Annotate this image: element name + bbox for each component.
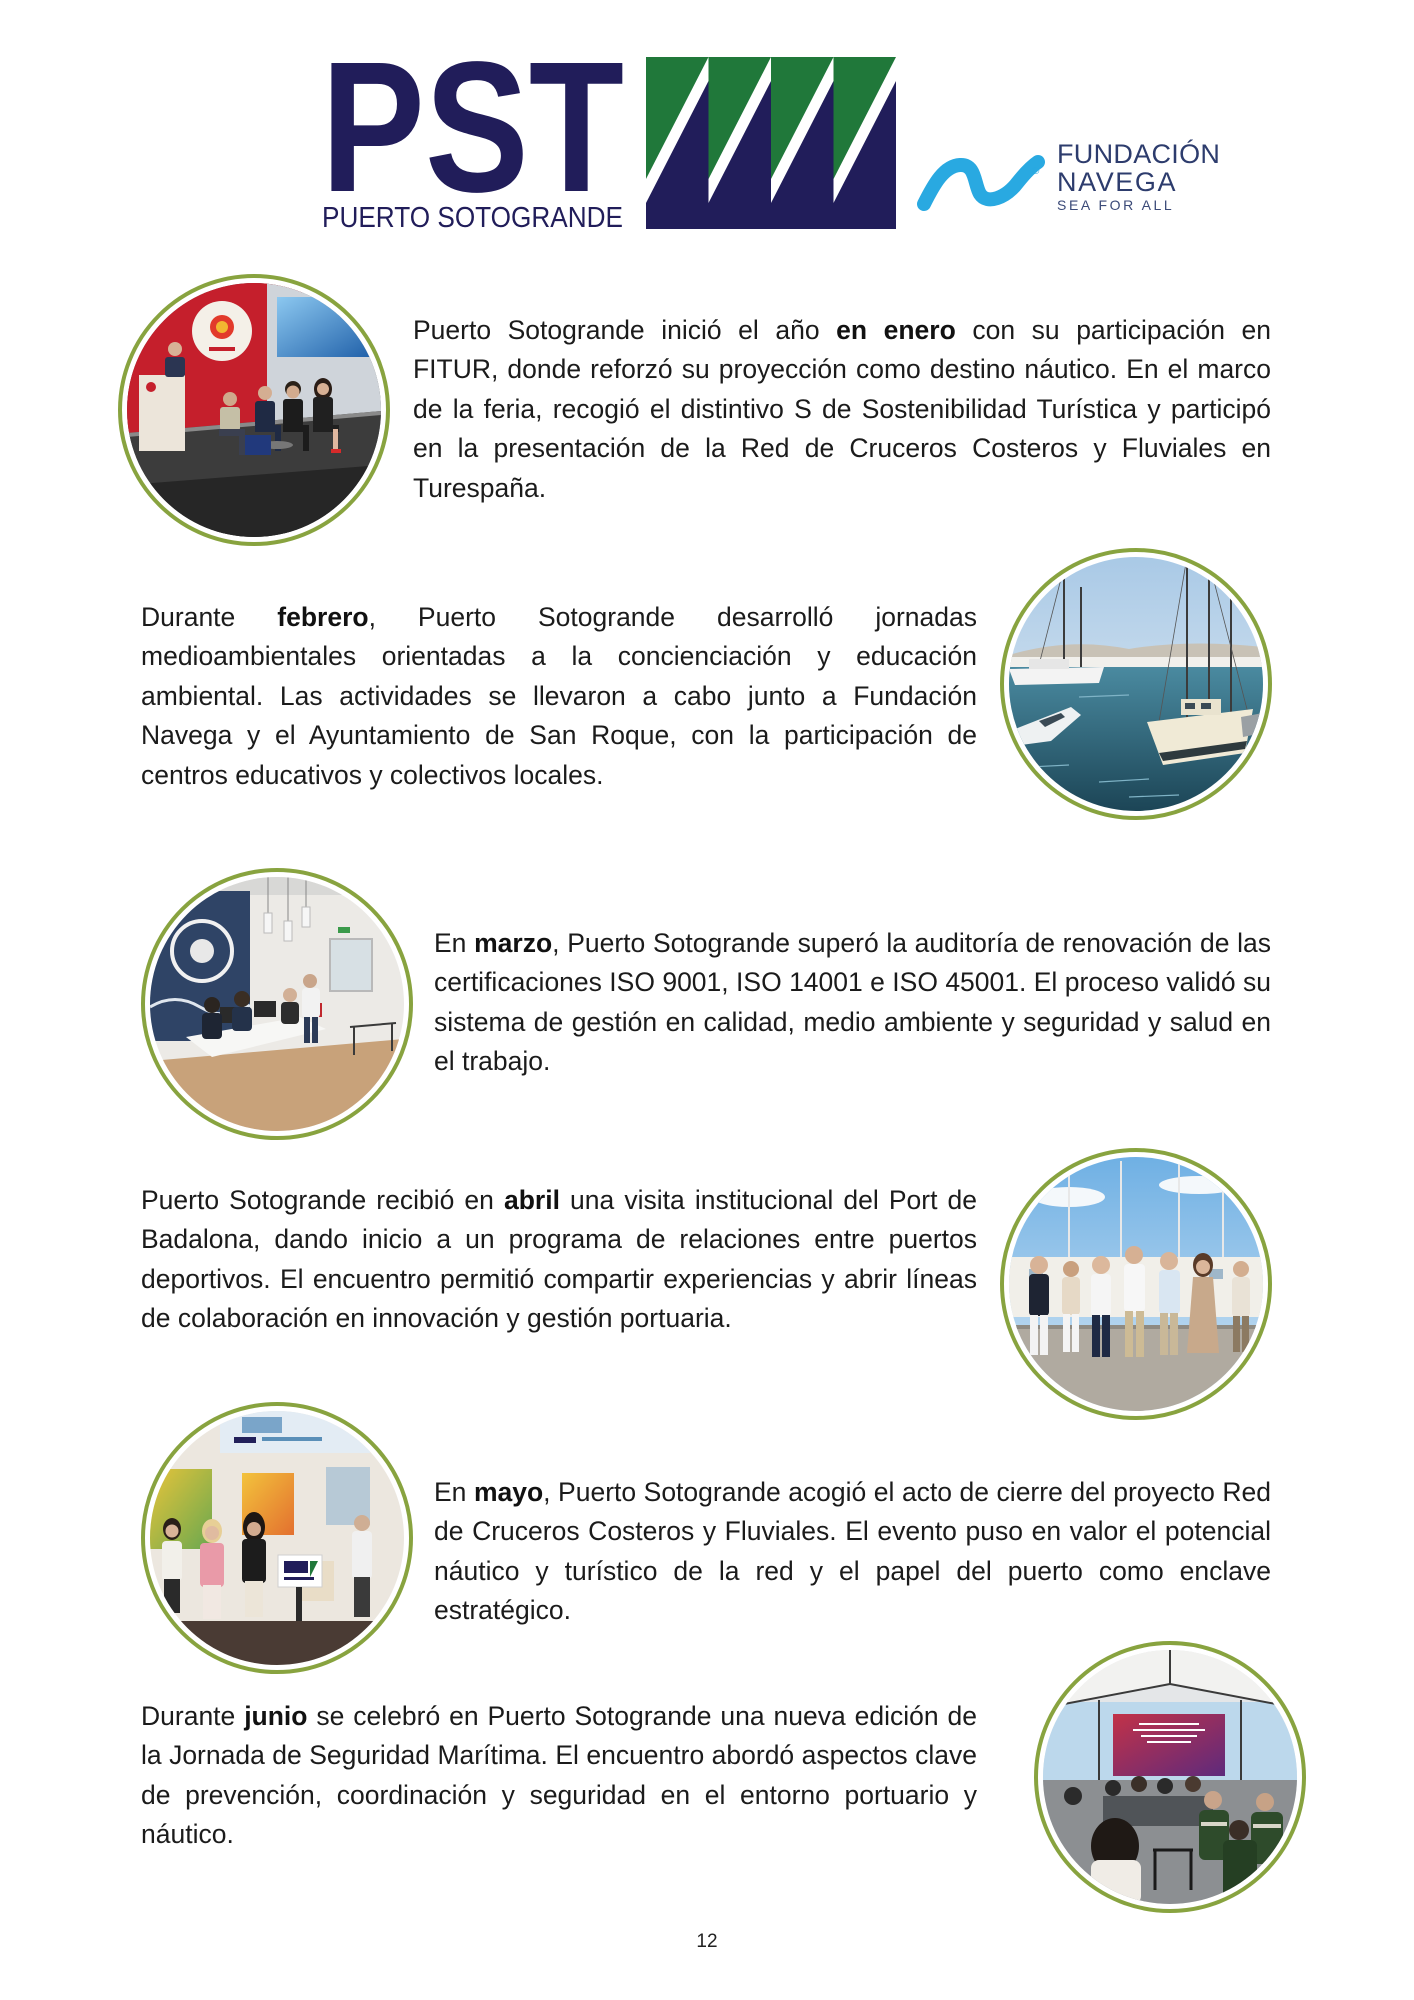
- photo-office: [150, 877, 404, 1131]
- navega-copyright-mark: ©: [1032, 166, 1040, 177]
- pst-logo-tagline: PUERTO SOTOGRANDE: [322, 202, 623, 231]
- photo-frame-junio: [1034, 1641, 1306, 1913]
- photo-fitur-panel: [127, 283, 381, 537]
- navega-logo-line1: FUNDACIÓN: [1057, 139, 1221, 169]
- section-mayo-text-pre: En: [434, 1477, 474, 1507]
- page-number: 12: [696, 1931, 718, 1952]
- section-enero-month: en enero: [836, 315, 956, 345]
- section-febrero-text-post: , Puerto Sotogrande desarrolló jornadas medioambientales orientadas a la concienciación y educación ambiental. Las actividades se llevaron a cabo junto a Fundación Navega y el Ayuntamiento de San Roque, con la participación de centros educativos y colectivos locales.: [141, 602, 978, 790]
- pst-pattern-mark: [646, 57, 896, 229]
- photo-maritime-safety-day: [1043, 1650, 1297, 1904]
- photo-marina: [1009, 557, 1263, 811]
- section-abril-text-post: una visita institucional del Port de Badalona, dando inicio a un programa de relaciones entre puertos deportivos. El encuentro permitió compartir experiencias y abrir líneas de colaboración en innovación y gestión portuaria.: [141, 1185, 977, 1334]
- section-marzo-month: marzo: [474, 928, 553, 958]
- section-abril-month: abril: [504, 1185, 560, 1215]
- navega-swoosh-stroke: [924, 162, 1038, 204]
- section-marzo-text-pre: En: [434, 928, 475, 958]
- section-junio-text-pre: Durante: [141, 1701, 245, 1731]
- navega-logo-line2: NAVEGA: [1057, 167, 1178, 197]
- section-junio-month: junio: [244, 1701, 308, 1731]
- pst-logo-wordmark: PST: [321, 57, 624, 231]
- section-febrero-month: febrero: [277, 602, 369, 632]
- pst-logo: [321, 57, 624, 231]
- photo-group-visit: [1009, 1157, 1263, 1411]
- section-enero-text: [413, 311, 1271, 508]
- section-febrero-text: [141, 598, 977, 795]
- photo-background: [1043, 1650, 1297, 1904]
- section-febrero-text-pre: Durante: [141, 602, 278, 632]
- section-mayo-text-post: , Puerto Sotogrande acogió el acto de cierre del proyecto Red de Cruceros Costeros y Fluviales. El evento puso en valor el potencial náutico y turístico de la red y el papel del puerto como enclave estratégico.: [434, 1477, 1271, 1626]
- photo-frame-abril: [1000, 1148, 1272, 1420]
- section-marzo-text: [434, 924, 1271, 1082]
- section-mayo-month: mayo: [473, 1477, 544, 1507]
- section-enero-text-post: con su participación en FITUR, donde reforzó su proyección como destino náutico. En el marco de la feria, recogió el distintivo S de Sostenibilidad Turística y participó en la presentación de la Red de Cruceros Costeros y Fluviales en Turespaña.: [413, 315, 1272, 503]
- photo-frame-febrero: [1000, 548, 1272, 820]
- navega-logo-slogan: SEA FOR ALL: [1057, 197, 1175, 213]
- photo-closing-event: [150, 1411, 404, 1665]
- navega-swoosh-icon: [914, 140, 1048, 214]
- section-abril-text: [141, 1181, 977, 1339]
- section-junio-text: [141, 1697, 977, 1855]
- section-abril-text-pre: Puerto Sotogrande recibió en: [141, 1185, 504, 1215]
- photo-background: [150, 877, 404, 1131]
- section-mayo-text: [434, 1473, 1271, 1631]
- section-marzo-text-post: , Puerto Sotogrande superó la auditoría de renovación de las certificaciones ISO 9001, ISO 14001 e ISO 45001. El proceso validó su sistema de gestión en calidad, medio ambiente y seguridad y salud en el trabajo.: [434, 928, 1271, 1077]
- photo-frame-enero: [118, 274, 390, 546]
- photo-frame-marzo: [141, 868, 413, 1140]
- photo-frame-mayo: [141, 1402, 413, 1674]
- section-enero-text-pre: Puerto Sotogrande inició el año: [413, 315, 837, 345]
- section-junio-text-post: se celebró en Puerto Sotogrande una nueva edición de la Jornada de Seguridad Marítima. El encuentro abordó aspectos clave de prevención, coordinación y seguridad en el entorno portuario y náutico.: [141, 1701, 977, 1850]
